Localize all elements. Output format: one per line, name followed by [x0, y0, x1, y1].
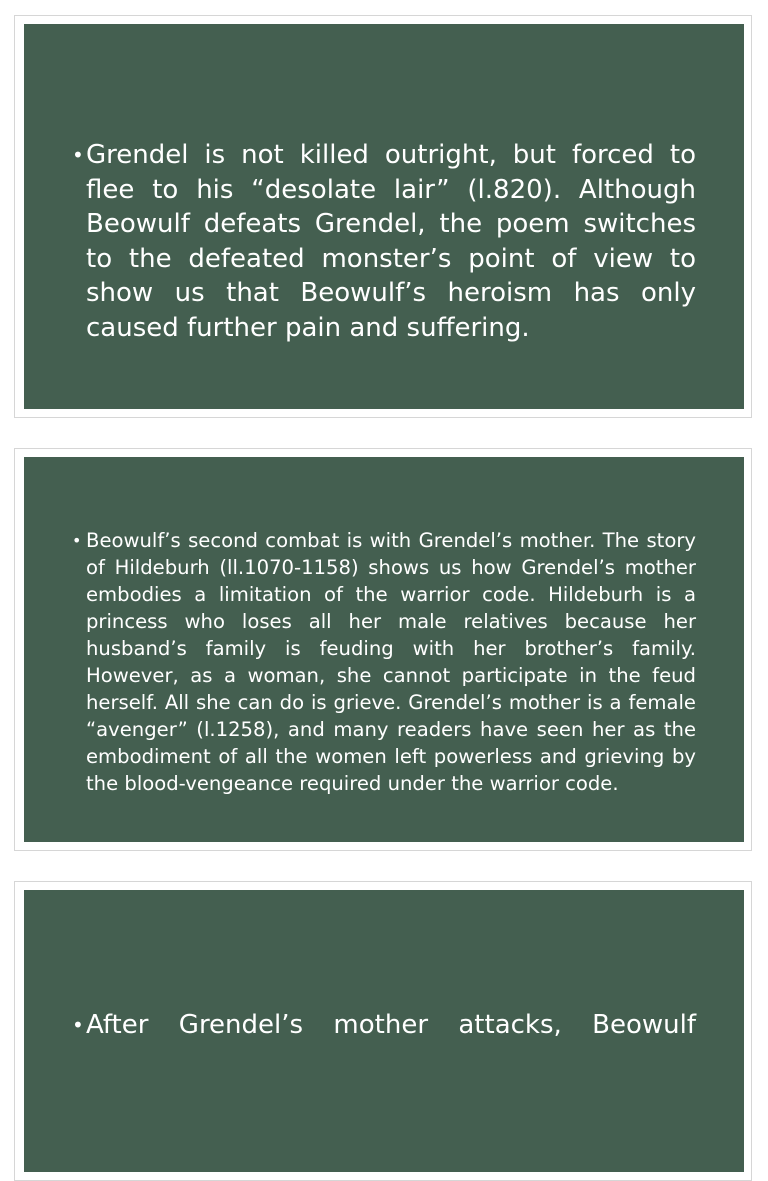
slide-1-bullet-text: Grendel is not killed outright, but forced to flee to his “desolate lair” (l.820). Although Beowulf defeats Grendel, the poem switches to the defeated monster’s point of view to show us that Beowulf’s heroism has only caused further pain and suffering. [86, 140, 696, 343]
slide-2-frame [14, 448, 752, 851]
bullet-icon: • [72, 143, 84, 167]
slide-3-frame [14, 881, 752, 1181]
slide-1 [24, 24, 744, 409]
slide-2-bullet-text: Beowulf’s second combat is with Grendel’s mother. The story of Hildeburh (ll.1070-1158) shows us how Grendel’s mother embodies a limitation of the warrior code. Hildeburh is a princess who loses all her male relatives because her husband’s family is feuding with her brother’s family. However, as a woman, she cannot participate in the feud herself. All she can do is grieve. Grendel’s mother is a female “avenger” (l.1258), and many readers have seen her as the embodiment of all the women left powerless and grieving by the blood-vengeance required under the warrior code. [86, 529, 696, 795]
bullet-icon: • [72, 1013, 84, 1037]
bullet-icon: • [72, 531, 82, 550]
slide-3-bullet-text: After Grendel’s mother attacks, Beowulf [86, 1010, 696, 1040]
slide-1-frame [14, 15, 752, 418]
slide-3 [24, 890, 744, 1172]
slide-2-bullet-item [72, 527, 696, 797]
slide-3-bullet-item [72, 1008, 696, 1043]
slide-2 [24, 457, 744, 842]
slide-1-bullet-item [72, 138, 696, 346]
